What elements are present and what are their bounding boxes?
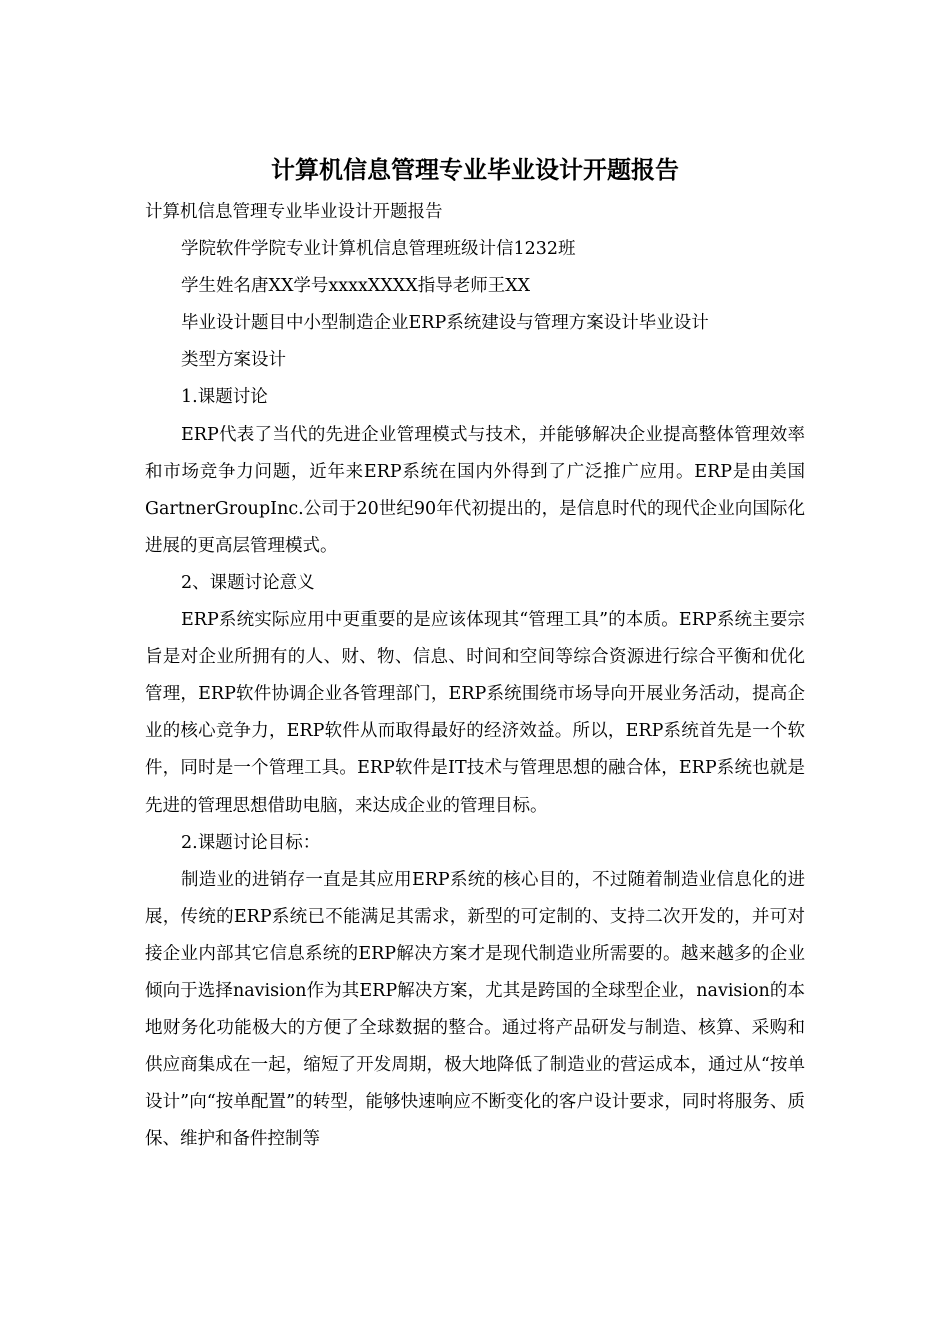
- paragraph-thesis-type: 类型方案设计: [181, 350, 286, 371]
- paragraph-student-info: 学生姓名唐XX学号xxxxXXXX指导老师王XX: [181, 276, 531, 297]
- paragraph-body-3: 制造业的进销存一直是其应用ERP系统的核心目的，不过随着制造业信息化的进展，传统的ERP系统已不能满足其需求，新型的可定制的、支持二次开发的，并可对接企业内部其它信息系统的ERP解决方案才是现代制造业所需要的。越来越多的企业倾向于选择navision作为其ERP解决方案，尤其是跨国的全球型企业，navision的本地财务化功能极大的方便了全球数据的整合。通过将产品研发与制造、核算、采购和供应商集成在一起，缩短了开发周期，极大地降低了制造业的营运成本，通过从“按单设计”向“按单配置”的转型，能够快速响应不断变化的客户设计要求，同时将服务、质保、维护和备件控制等: [145, 869, 805, 1150]
- paragraph-thesis-title: 毕业设计题目中小型制造企业ERP系统建设与管理方案设计毕业设计: [181, 313, 709, 334]
- paragraph-body-2: ERP系统实际应用中更重要的是应该体现其“管理工具”的本质。ERP系统主要宗旨是对企业所拥有的人、财、物、信息、时间和空间等综合资源进行综合平衡和优化管理，ERP软件协调企业各管理部门，ERP系统围绕市场导向开展业务活动，提高企业的核心竞争力，ERP软件从而取得最好的经济效益。所以，ERP系统首先是一个软件，同时是一个管理工具。ERP软件是IT技术与管理思想的融合体，ERP系统也就是先进的管理思想借助电脑，来达成企业的管理目标。: [145, 610, 805, 816]
- paragraph-body-1: ERP代表了当代的先进企业管理模式与技术，并能够解决企业提高整体管理效率和市场竞争力问题，近年来ERP系统在国内外得到了广泛推广应用。ERP是由美国GartnerGroupInc.公司于20世纪90年代初提出的，是信息时代的现代企业向国际化进展的更高层管理模式。: [145, 424, 805, 556]
- section-heading-1: 1.课题讨论: [181, 387, 268, 408]
- section-heading-2: 2、课题讨论意义: [181, 572, 315, 593]
- document-body: [145, 194, 805, 1158]
- section-heading-3: 2.课题讨论目标：: [181, 832, 321, 853]
- document-title: 计算机信息管理专业毕业设计开题报告: [271, 156, 679, 184]
- paragraph-subtitle: 计算机信息管理专业毕业设计开题报告: [145, 202, 443, 222]
- paragraph-college-info: 学院软件学院专业计算机信息管理班级计信1232班: [181, 239, 576, 260]
